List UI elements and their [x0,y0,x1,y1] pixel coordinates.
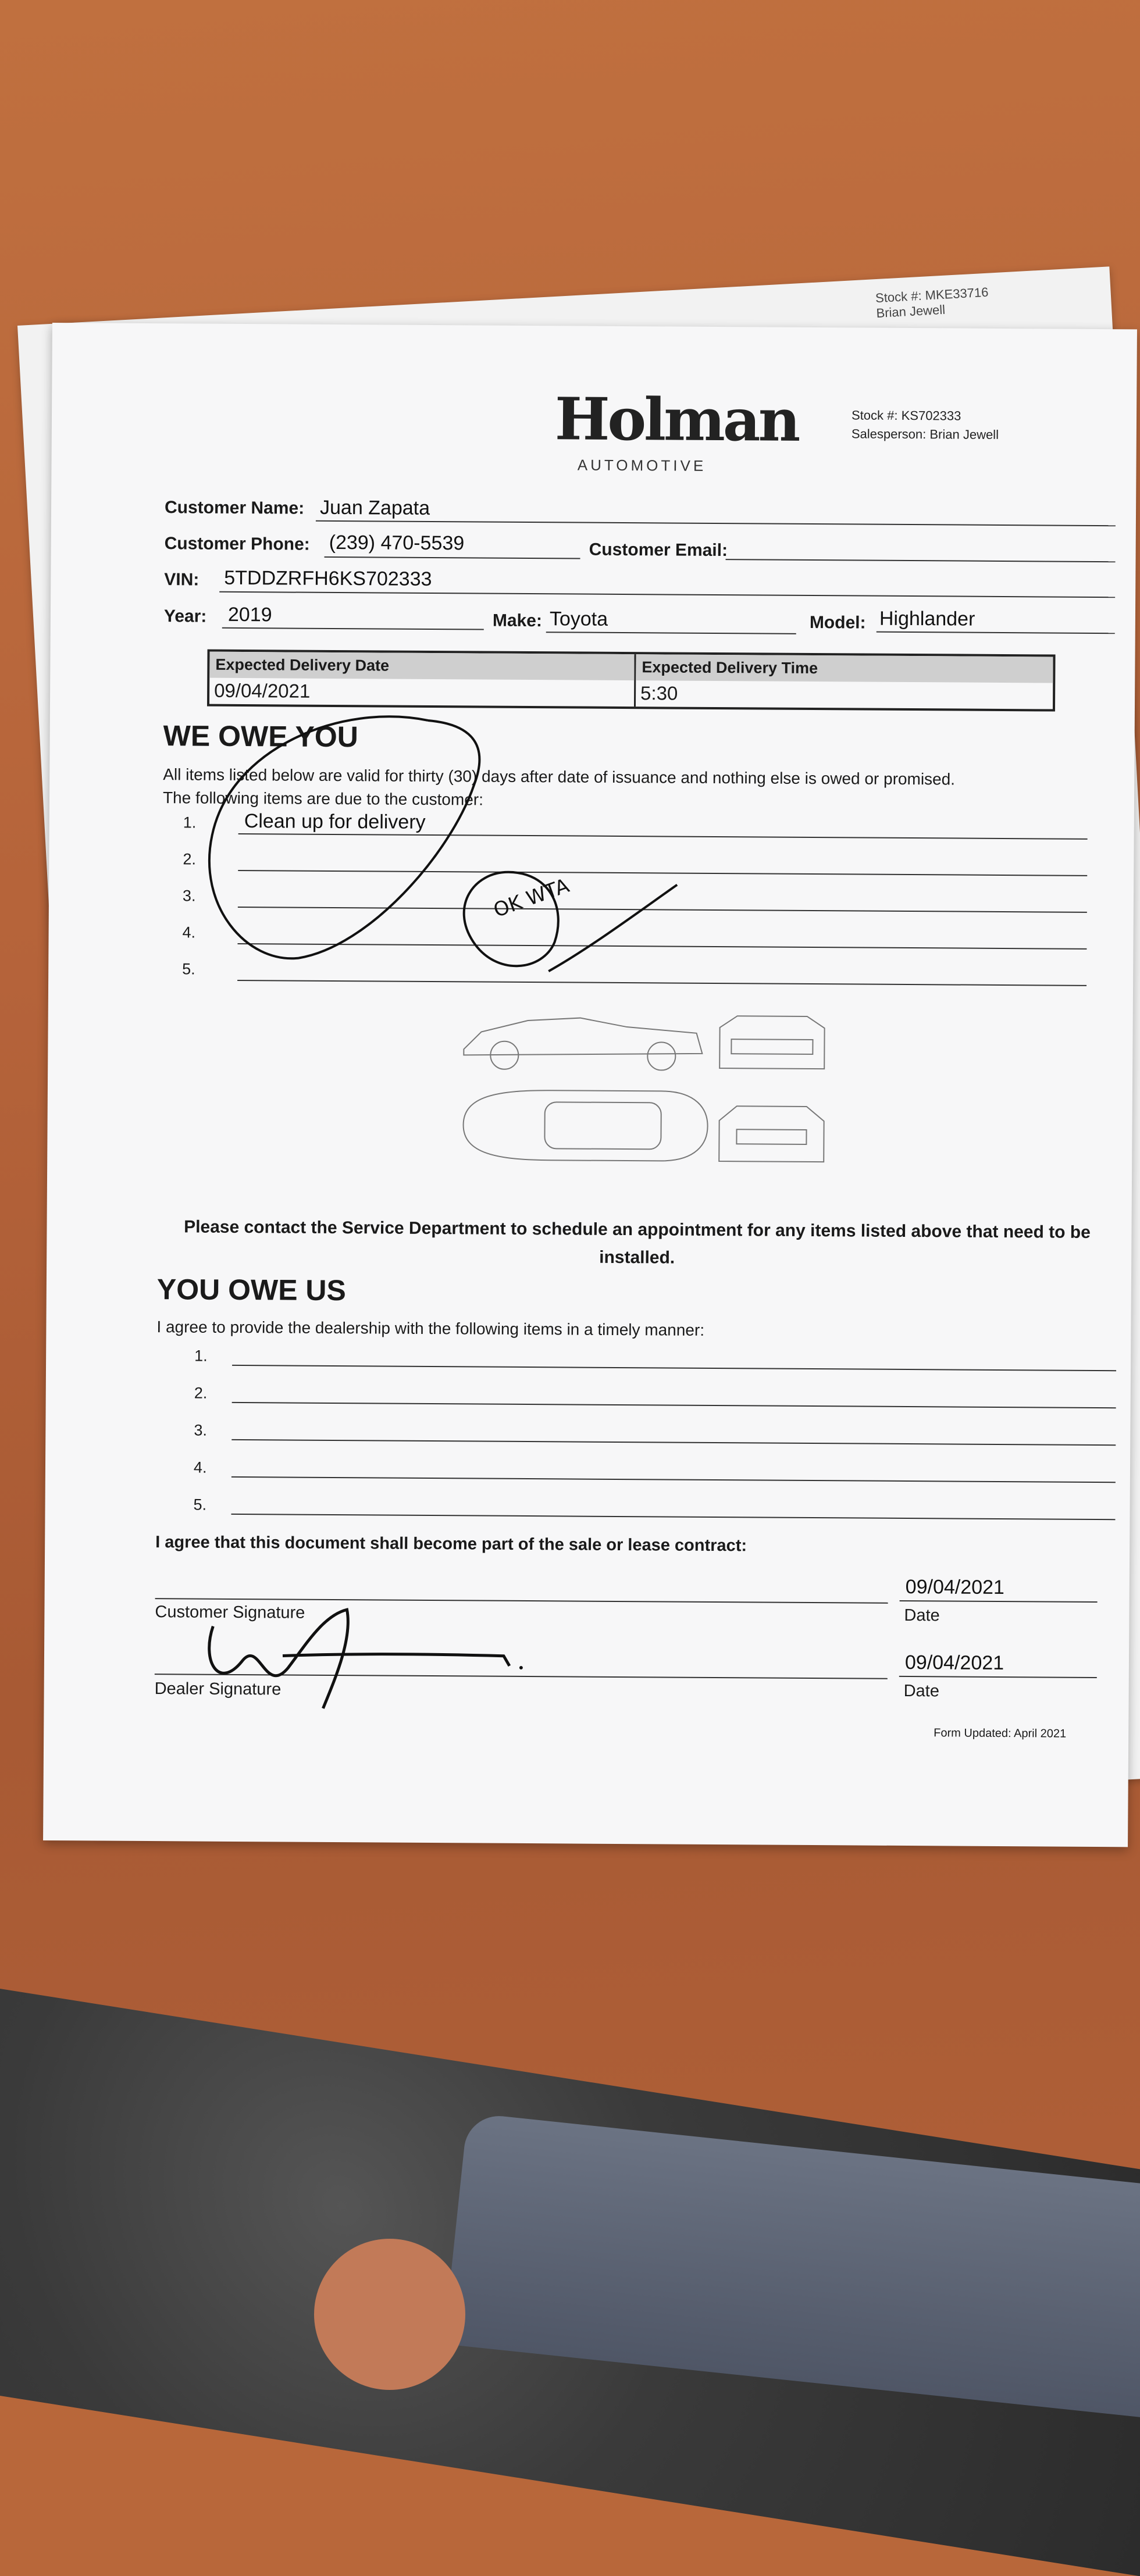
you-owe-line-2 [232,1402,1116,1408]
make-value: Toyota [549,608,608,630]
customer-phone-line [325,556,580,559]
dealer-date-value: 09/04/2021 [904,1651,1004,1675]
customer-name-line [316,520,1116,526]
delivery-time-value: 5:30 [640,682,678,704]
holman-logo: Holman AUTOMOTIVE [554,384,799,474]
dealer-date-label: Date [903,1681,940,1701]
make-label: Make: [492,611,543,631]
make-line [546,631,796,634]
customer-name-value: Juan Zapata [319,496,430,519]
vin-label: VIN: [164,570,200,590]
we-owe-num-1: 1. [183,814,197,832]
customer-phone-value: (239) 470-5539 [329,531,465,555]
customer-date-label: Date [904,1605,940,1625]
model-value: Highlander [879,607,975,630]
you-owe-num-1: 1. [194,1347,208,1365]
ok-wta-note: OK WTA [490,874,572,923]
car-top-view-icon [463,1090,708,1161]
form-updated-note: Form Updated: April 2021 [934,1726,1067,1740]
delivery-date-header: Expected Delivery Date [209,652,634,680]
year-label: Year: [163,606,207,626]
stock-info: Stock #: KS702333 Salesperson: Brian Jewell [851,408,999,442]
back-stock-number: Stock #: MKE33716 Brian Jewell [875,284,989,321]
customer-email-label: Customer Email: [589,540,728,561]
customer-date-value: 09/04/2021 [905,1576,1005,1599]
car-damage-diagram [457,1002,831,1197]
year-line [222,627,484,630]
customer-date-line [900,1600,1098,1603]
customer-email-line [726,559,1116,562]
you-owe-intro: I agree to provide the dealership with the following items in a timely manner: [156,1318,705,1339]
we-owe-due: The following items are due to the customer: [162,789,484,809]
circle-scribble [209,715,480,959]
you-owe-line-4 [231,1476,1116,1483]
you-owe-num-5: 5. [193,1496,207,1514]
car-rear-view-icon [719,1106,824,1162]
we-owe-num-5: 5. [182,960,195,978]
we-owe-num-4: 4. [182,923,196,941]
you-owe-title: YOU OWE US [156,1273,347,1307]
agreement-statement: I agree that this document shall become part of the sale or lease contract: [155,1533,747,1555]
we-owe-item-1: Clean up for delivery [244,810,426,833]
vin-line [219,591,1115,598]
we-owe-terms: All items listed below are valid for thirty (30) days after date of issuance and nothing else is owed or promised. [163,765,956,789]
we-owe-num-3: 3. [182,887,196,905]
handwritten-annotations [147,695,777,1025]
dealer-signature-scribble [177,1591,585,1721]
service-contact-note: Please contact the Service Department to schedule an appointment for any items listed above that need to be installed. [184,1217,1091,1268]
you-owe-line-3 [231,1439,1116,1446]
year-value: 2019 [227,603,272,626]
you-owe-num-2: 2. [194,1384,208,1402]
model-label: Model: [809,612,866,633]
car-front-view-icon [719,1016,825,1069]
customer-name-label: Customer Name: [164,498,305,518]
you-owe-line-5 [231,1514,1115,1520]
you-owe-num-3: 3. [194,1421,207,1439]
we-owe-form [43,323,1137,1847]
customer-signature-label: Customer Signature [155,1603,305,1622]
you-owe-line-1 [232,1365,1116,1371]
car-side-view-icon [464,1017,703,1071]
we-owe-num-2: 2. [183,850,196,868]
model-line [877,631,1115,634]
delivery-date-value: 09/04/2021 [214,679,311,702]
hand [314,2239,465,2390]
vin-value: 5TDDZRFH6KS702333 [224,566,432,590]
customer-phone-label: Customer Phone: [164,534,310,554]
you-owe-num-4: 4. [193,1458,207,1476]
dealer-date-line [899,1676,1097,1678]
dealer-signature-label: Dealer Signature [154,1679,282,1699]
delivery-time-header: Expected Delivery Time [636,654,1053,683]
we-owe-title: WE OWE YOU [163,719,359,754]
